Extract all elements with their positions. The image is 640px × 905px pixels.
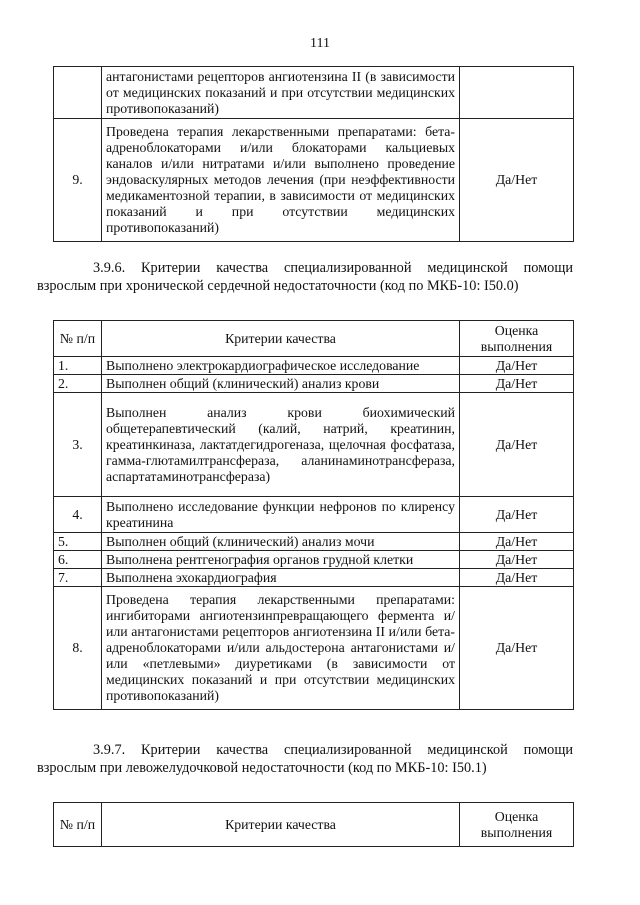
criteria-text: Выполнен общий (клинический) анализ крови [102, 375, 460, 393]
row-number: 2. [54, 375, 102, 393]
section-heading-3-9-6: 3.9.6. Критерии качества специализированной медицинской помощи взрослым при хронической сердечной недостаточности (код по МКБ-10: I50.0) [37, 260, 573, 294]
criteria-text: Выполнено электрокардиографическое исследование [102, 357, 460, 375]
header-evaluation: Оценка выполнения [460, 321, 574, 357]
criteria-text: Проведена терапия лекарственными препаратами: ингибиторами ангиотензинпревращающего фермента и/или антагонистами рецепторов ангиотензина II и/или бета-адреноблокаторами и/или альдостерона антагонистами и/или «петлевыми» диуретиками (в зависимости от медицинских показаний и при отсутствии медицинских противопоказаний) [102, 587, 460, 710]
evaluation-cell: Да/Нет [460, 497, 574, 533]
row-number: 3. [54, 393, 102, 497]
header-number: № п/п [54, 803, 102, 847]
criteria-text: Выполнен анализ крови биохимический общетерапевтический (калий, натрий, креатинин, креатинкиназа, лактатдегидрогеназа, щелочная фосфатаза, гамма-глютамилтрансфераза, аланинаминотрансфераза, аспартатаминотрансфераза) [102, 393, 460, 497]
row-number: 9. [54, 119, 102, 242]
evaluation-cell: Да/Нет [460, 551, 574, 569]
evaluation-cell: Да/Нет [460, 119, 574, 242]
criteria-text: Выполнено исследование функции нефронов по клиренсу креатинина [102, 497, 460, 533]
table-row [54, 67, 574, 119]
table-row [54, 393, 574, 497]
row-number: 4. [54, 497, 102, 533]
row-number: 1. [54, 357, 102, 375]
criteria-table-3-9-7 [53, 802, 574, 847]
header-evaluation: Оценка выполнения [460, 803, 574, 847]
page-number: 111 [310, 36, 330, 51]
criteria-text: Выполнена рентгенография органов грудной клетки [102, 551, 460, 569]
table-row [54, 497, 574, 533]
table-row [54, 569, 574, 587]
criteria-text: антагонистами рецепторов ангиотензина II (в зависимости от медицинских показаний и при отсутствии медицинских противопоказаний) [102, 67, 460, 119]
evaluation-cell: Да/Нет [460, 375, 574, 393]
evaluation-cell: Да/Нет [460, 533, 574, 551]
table-row [54, 587, 574, 710]
header-criteria: Критерии качества [102, 803, 460, 847]
table-header-row [54, 321, 574, 357]
evaluation-cell: Да/Нет [460, 569, 574, 587]
criteria-table-continued [53, 66, 574, 242]
header-number: № п/п [54, 321, 102, 357]
criteria-text: Проведена терапия лекарственными препаратами: бета-адреноблокаторами и/или блокаторами кальциевых каналов и/или нитратами и/или выполнено проведение эндоваскулярных методов лечения (при неэффективности медикаментозной терапии, в зависимости от медицинских показаний и при отсутствии медицинских противопоказаний) [102, 119, 460, 242]
row-number: 6. [54, 551, 102, 569]
evaluation-cell: Да/Нет [460, 393, 574, 497]
table-header-row [54, 803, 574, 847]
table-row [54, 375, 574, 393]
evaluation-cell: Да/Нет [460, 357, 574, 375]
row-number: 8. [54, 587, 102, 710]
table-row [54, 551, 574, 569]
evaluation-cell: Да/Нет [460, 587, 574, 710]
table-row [54, 533, 574, 551]
criteria-text: Выполнен общий (клинический) анализ мочи [102, 533, 460, 551]
header-criteria: Критерии качества [102, 321, 460, 357]
table-row [54, 119, 574, 242]
criteria-text: Выполнена эхокардиография [102, 569, 460, 587]
evaluation-cell [460, 67, 574, 119]
row-number: 7. [54, 569, 102, 587]
row-number [54, 67, 102, 119]
section-heading-3-9-7: 3.9.7. Критерии качества специализированной медицинской помощи взрослым при левожелудочковой недостаточности (код по МКБ-10: I50.1) [37, 742, 573, 776]
criteria-table-3-9-6 [53, 320, 574, 710]
table-row [54, 357, 574, 375]
row-number: 5. [54, 533, 102, 551]
